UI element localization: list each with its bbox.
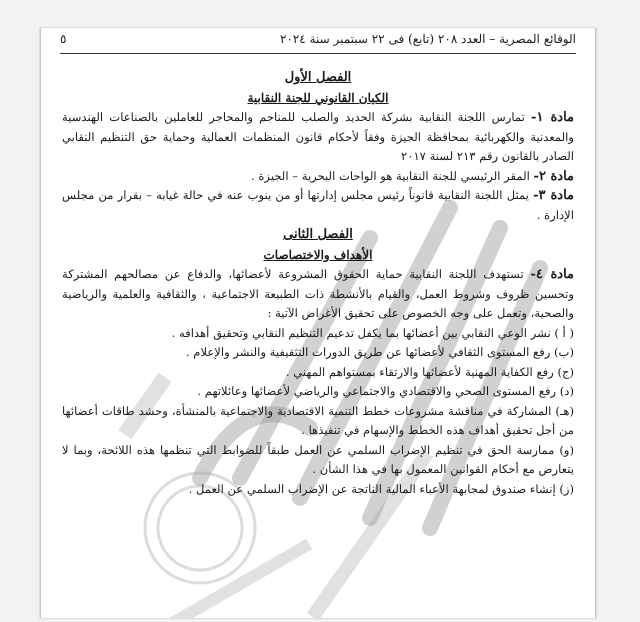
article-2-label: مادة ٢- — [533, 168, 574, 184]
article-1-label: مادة ١- — [531, 110, 574, 125]
chapter1-title: الفصل الأول — [284, 70, 352, 85]
article-3-label: مادة ٣- — [533, 188, 574, 203]
chapter1-subtitle: الكيان القانوني للجنة النقابية — [247, 91, 389, 105]
header-rule — [60, 53, 576, 54]
chapter2-title: الفصل الثانى — [283, 227, 353, 242]
article-2 — [62, 167, 574, 187]
article-3-text: يمثل اللجنة النقابية قانوناً رئيس مجلس إدارتها أو من ينوب عنه في حالة غيابه – بقرار من مجلس الإدارة . — [62, 188, 574, 222]
list-item: (هـ) المشاركة في مناقشة مشروعات خطط التنمية الاقتصادية والاجتماعية بالمنشأة، وحشد طاقات أعضائها من أجل تحقيق أهداف هذه الخطط والإسهام في تنفيذها . — [62, 403, 574, 437]
article-3 — [62, 186, 574, 225]
article-1 — [62, 108, 574, 167]
article-4-text: تستهدف اللجنة النقابية حماية الحقوق المشروعة لأعضائها، والدفاع عن مصالحهم المشتركة وتحسين ظروف وشروط العمل، والقيام بالأنشطة ذات الطبيعة الاجتماعية ، والثقافية والعلمية والرياضية والصحية، وتعمل على وجه الخصوص على تحقيق الأغراض الآتية : — [62, 267, 574, 320]
list-item: (ز) إنشاء صندوق لمجابهة الأعباء المالية الناتجة عن الإضراب السلمي عن العمل . — [188, 481, 574, 496]
list-item: (د) رفع المستوى الصحي والاقتصادي والاجتماعي والرياضي لأعضائها وعائلاتهم . — [197, 384, 574, 398]
page-number: ٥ — [60, 32, 67, 46]
chapter2-subtitle: الأهداف والاختصاصات — [263, 248, 373, 262]
document-body — [62, 68, 574, 618]
page-header — [60, 28, 576, 50]
article-1-text: تمارس اللجنة النقابية بشركة الحديد والصلب للمناجم والمحاجر للعاملين بالصناعات الهندسية والمعدنية والكهربائية بمحافظة الجيزة وفقاً لأحكام قانون المنظمات العمالية وحماية حق التنظيم النقابي الصادر بالقانون رقم ٢١٣ لسنة ٢٠١٧ — [62, 110, 574, 163]
document-page — [40, 28, 596, 618]
list-item: ( أ ) نشر الوعي النقابي بين أعضائها بما يكفل تدعيم التنظيم النقابي وتحقيق أهدافه . — [171, 325, 574, 340]
list-item: (ب) رفع المستوى الثقافي لأعضائها عن طريق الدورات التثقيفية والنشر والإعلام . — [185, 345, 574, 359]
article-2-text: المقر الرئيسي للجنة النقابية هو الواحات البحرية – الجيزة . — [250, 168, 530, 183]
article-4-label: مادة ٤- — [530, 267, 575, 282]
article-4 — [62, 265, 574, 324]
header-title: الوقائع المصرية – العدد ٢٠٨ (تابع) فى ٢٢ سبتمبر سنة ٢٠٢٤ — [279, 32, 576, 46]
list-item: (ج) رفع الكفاية المهنية لأعضائها والارتقاء بمستواهم المهني . — [285, 364, 574, 379]
list-item: (و) ممارسة الحق في تنظيم الإضراب السلمي عن العمل طبقاً للضوابط التي تنظمها هذه اللائحة، وبما لا يتعارض مع أحكام القوانين المعمول بها في هذا الشأن . — [62, 442, 574, 476]
